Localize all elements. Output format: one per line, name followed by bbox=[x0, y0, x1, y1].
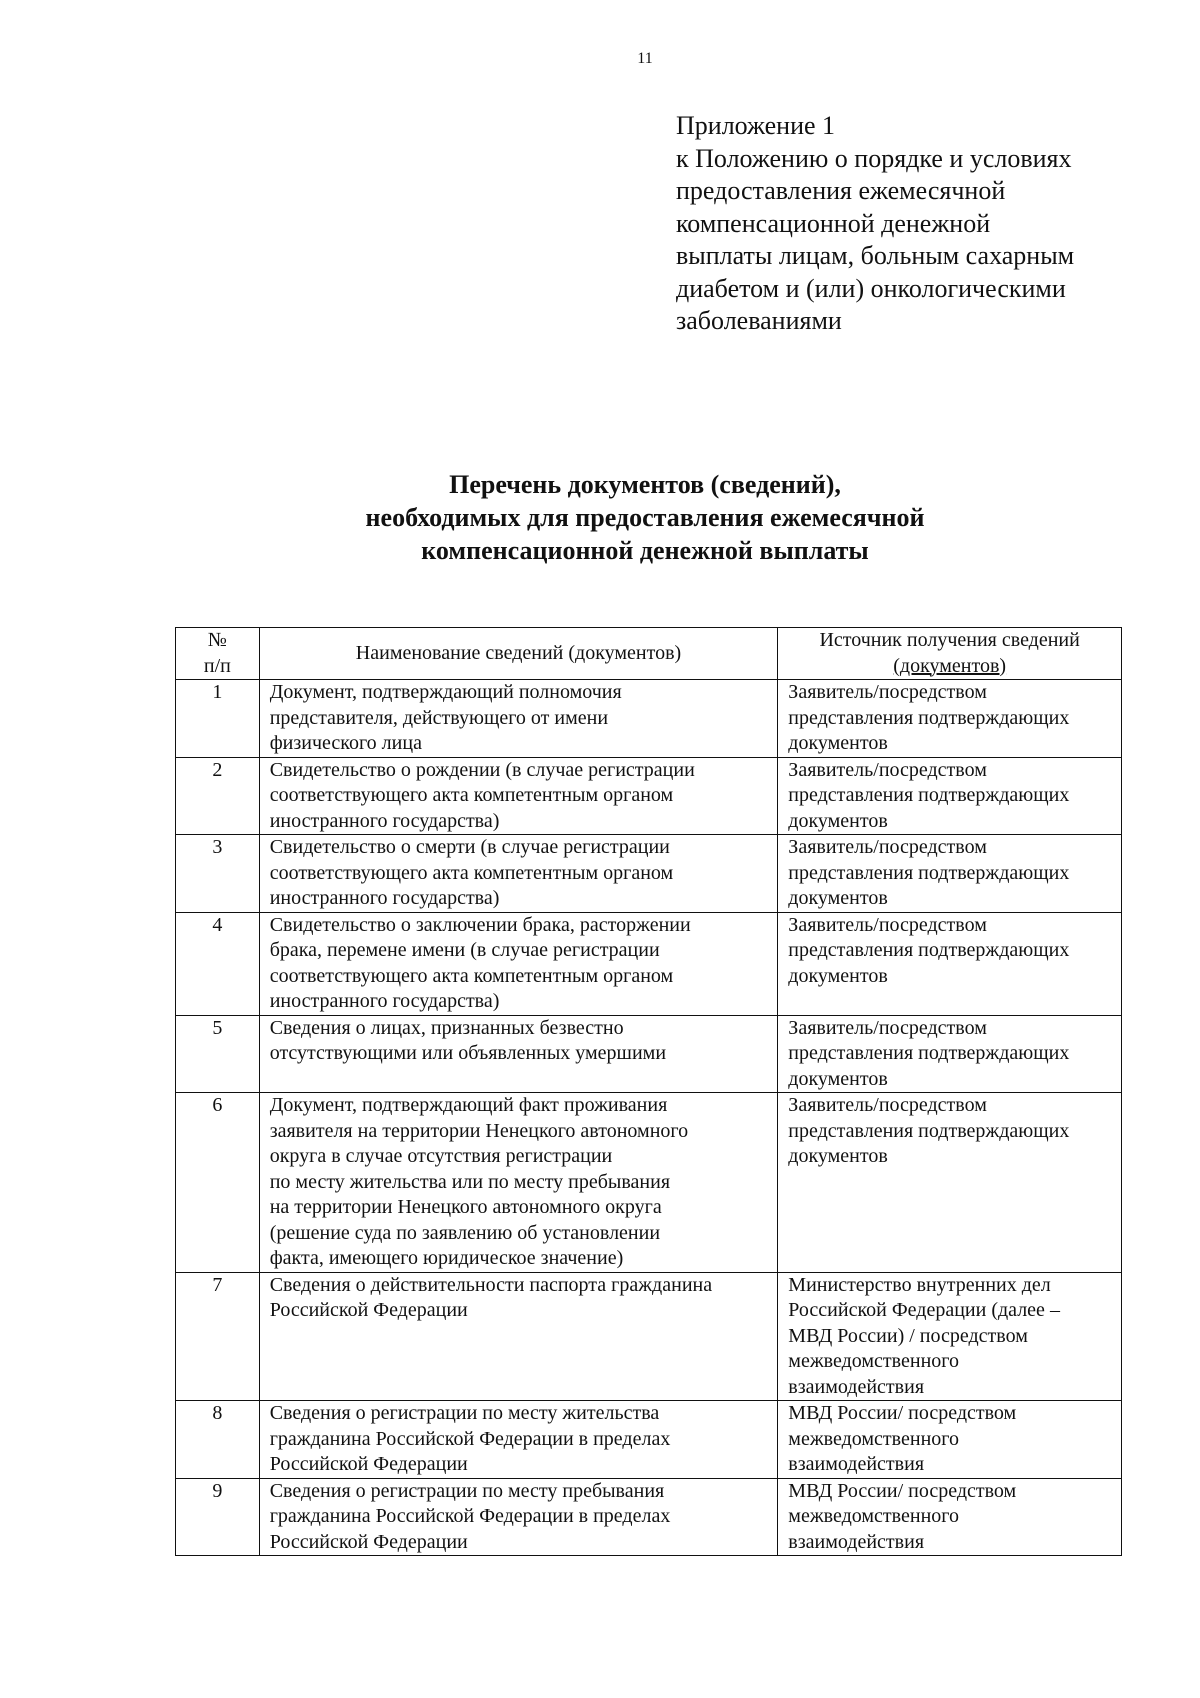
document-name-line: Сведения о регистрации по месту пребывания bbox=[269, 1479, 665, 1502]
document-name-cell bbox=[259, 1272, 778, 1401]
row-number: 4 bbox=[176, 912, 260, 1015]
document-title bbox=[300, 468, 990, 567]
table-header-row bbox=[176, 628, 1122, 680]
document-name-cell bbox=[259, 1015, 778, 1093]
header-number-line: п/п bbox=[203, 654, 231, 677]
document-source-line: представления подтверждающих bbox=[788, 939, 1070, 961]
document-name-line: Российской Федерации bbox=[269, 1299, 468, 1321]
document-source-line: Заявитель/посредством bbox=[788, 1016, 987, 1039]
document-source-line: межведомственного bbox=[788, 1427, 959, 1450]
appendix-line: диабетом и (или) онкологическими bbox=[676, 273, 1066, 303]
document-source-line: документов bbox=[788, 809, 888, 832]
document-name-cell bbox=[259, 912, 778, 1015]
document-name-line: Сведения о регистрации по месту жительства bbox=[269, 1402, 660, 1424]
header-source bbox=[778, 628, 1122, 680]
title-line: компенсационной денежной выплаты bbox=[421, 536, 869, 565]
table-row bbox=[176, 757, 1122, 835]
document-source-line: Заявитель/посредством bbox=[788, 758, 987, 781]
document-source-line: документов bbox=[788, 887, 888, 909]
document-source-cell bbox=[778, 1015, 1122, 1093]
document-source-cell bbox=[778, 1272, 1122, 1401]
document-name-line: Свидетельство о заключении брака, расторжении bbox=[269, 913, 691, 936]
document-name-line: отсутствующими или объявленных умершими bbox=[269, 1042, 667, 1064]
header-source-line: (документов) bbox=[893, 654, 1007, 677]
header-number-line: № bbox=[207, 629, 227, 651]
table-row bbox=[176, 1478, 1122, 1556]
document-name-line: брака, перемене имени (в случае регистрации bbox=[269, 939, 660, 961]
document-source-line: МВД России/ посредством bbox=[788, 1402, 1017, 1424]
title-line: Перечень документов (сведений), bbox=[449, 470, 841, 499]
appendix-line: выплаты лицам, больным сахарным bbox=[676, 241, 1075, 270]
document-source-line: МВД России/ посредством bbox=[788, 1479, 1017, 1502]
document-source-line: взаимодействия bbox=[788, 1375, 925, 1398]
document-name-line: иностранного государства) bbox=[269, 887, 500, 909]
document-source-line: Заявитель/посредством bbox=[788, 1094, 987, 1116]
document-source-line: Российской Федерации (далее – bbox=[788, 1299, 1060, 1321]
document-name-line: Сведения о действительности паспорта гражданина bbox=[269, 1273, 713, 1296]
document-name-line: соответствующего акта компетентным органом bbox=[269, 784, 674, 806]
appendix-line: к Положению о порядке и условиях bbox=[676, 143, 1072, 173]
row-number: 7 bbox=[176, 1272, 260, 1401]
document-source-line: представления подтверждающих bbox=[788, 1119, 1070, 1142]
row-number: 9 bbox=[176, 1478, 260, 1556]
row-number: 5 bbox=[176, 1015, 260, 1093]
document-name-line: Российской Федерации bbox=[269, 1530, 468, 1553]
document-source-cell bbox=[778, 1478, 1122, 1556]
document-source-line: МВД России) / посредством bbox=[788, 1324, 1028, 1347]
table-row bbox=[176, 1093, 1122, 1273]
document-source-cell bbox=[778, 1401, 1122, 1479]
row-number: 2 bbox=[176, 757, 260, 835]
document-source-line: взаимодействия bbox=[788, 1453, 925, 1475]
table-row bbox=[176, 680, 1122, 758]
header-number bbox=[176, 628, 260, 680]
document-source-line: представления подтверждающих bbox=[788, 1042, 1070, 1064]
document-name-line: иностранного государства) bbox=[269, 809, 500, 832]
document-source-cell bbox=[778, 835, 1122, 913]
document-source-line: межведомственного bbox=[788, 1350, 959, 1372]
document-source-line: представления подтверждающих bbox=[788, 784, 1070, 806]
document-name-cell bbox=[259, 1093, 778, 1273]
document-source-line: представления подтверждающих bbox=[788, 861, 1070, 884]
document-name-line: Документ, подтверждающий факт проживания bbox=[269, 1094, 668, 1116]
header-name bbox=[259, 628, 778, 680]
document-name-line: Документ, подтверждающий полномочия bbox=[269, 681, 622, 703]
header-source-line: Источник получения сведений bbox=[819, 629, 1080, 651]
document-source-line: документов bbox=[788, 964, 888, 987]
document-name-cell bbox=[259, 680, 778, 758]
document-name-line: иностранного государства) bbox=[269, 990, 500, 1012]
document-name-line: соответствующего акта компетентным органом bbox=[269, 964, 674, 987]
header-name-line: Наименование сведений (документов) bbox=[355, 641, 682, 664]
document-name-line: заявителя на территории Ненецкого автономного bbox=[269, 1119, 689, 1142]
document-name-line: гражданина Российской Федерации в пределах bbox=[269, 1427, 671, 1450]
appendix-line: компенсационной денежной bbox=[676, 208, 991, 238]
page-number: 11 bbox=[637, 50, 653, 67]
document-source-line: Заявитель/посредством bbox=[788, 913, 987, 936]
document-source-cell bbox=[778, 680, 1122, 758]
document-source-line: документов bbox=[788, 1145, 888, 1167]
document-source-line: межведомственного bbox=[788, 1505, 959, 1527]
row-number: 6 bbox=[176, 1093, 260, 1273]
document-source-line: документов bbox=[788, 732, 888, 754]
table-row bbox=[176, 1015, 1122, 1093]
document-source-line: Заявитель/посредством bbox=[788, 836, 987, 858]
document-name-line: факта, имеющего юридическое значение) bbox=[269, 1247, 624, 1269]
document-name-line: Свидетельство о рождении (в случае регистрации bbox=[269, 758, 695, 781]
document-name-line: (решение суда по заявлению об установлении bbox=[269, 1221, 661, 1244]
table-row bbox=[176, 835, 1122, 913]
document-name-line: Свидетельство о смерти (в случае регистрации bbox=[269, 836, 670, 858]
title-line: необходимых для предоставления ежемесячной bbox=[365, 503, 925, 532]
document-name-line: на территории Ненецкого автономного округа bbox=[269, 1196, 662, 1218]
appendix-line: предоставления ежемесячной bbox=[676, 176, 1006, 205]
document-source-line: Заявитель/посредством bbox=[788, 681, 987, 703]
document-name-cell bbox=[259, 835, 778, 913]
document-name-line: Российской Федерации bbox=[269, 1453, 468, 1475]
document-source-cell bbox=[778, 757, 1122, 835]
document-name-cell bbox=[259, 1478, 778, 1556]
document-source-line: представления подтверждающих bbox=[788, 706, 1070, 729]
row-number: 1 bbox=[176, 680, 260, 758]
row-number: 8 bbox=[176, 1401, 260, 1479]
document-source-cell bbox=[778, 912, 1122, 1015]
appendix-line: Приложение 1 bbox=[676, 111, 836, 140]
table-row bbox=[176, 912, 1122, 1015]
row-number: 3 bbox=[176, 835, 260, 913]
appendix-block bbox=[676, 110, 1116, 338]
document-source-cell bbox=[778, 1093, 1122, 1273]
document-name-line: соответствующего акта компетентным органом bbox=[269, 861, 674, 884]
document-name-line: гражданина Российской Федерации в пределах bbox=[269, 1505, 671, 1527]
document-name-line: по месту жительства или по месту пребывания bbox=[269, 1170, 671, 1193]
table-row bbox=[176, 1401, 1122, 1479]
document-name-line: представителя, действующего от имени bbox=[269, 706, 609, 729]
table-body bbox=[176, 680, 1122, 1556]
document-name-line: физического лица bbox=[269, 732, 422, 754]
appendix-line: заболеваниями bbox=[676, 306, 842, 335]
document-source-line: Министерство внутренних дел bbox=[788, 1273, 1051, 1296]
table-row bbox=[176, 1272, 1122, 1401]
document-name-cell bbox=[259, 757, 778, 835]
document-name-cell bbox=[259, 1401, 778, 1479]
document-source-line: взаимодействия bbox=[788, 1530, 925, 1553]
documents-table bbox=[175, 627, 1122, 1556]
document-source-line: документов bbox=[788, 1067, 888, 1090]
document-name-line: Сведения о лицах, признанных безвестно bbox=[269, 1016, 624, 1039]
document-name-line: округа в случае отсутствия регистрации bbox=[269, 1145, 613, 1167]
